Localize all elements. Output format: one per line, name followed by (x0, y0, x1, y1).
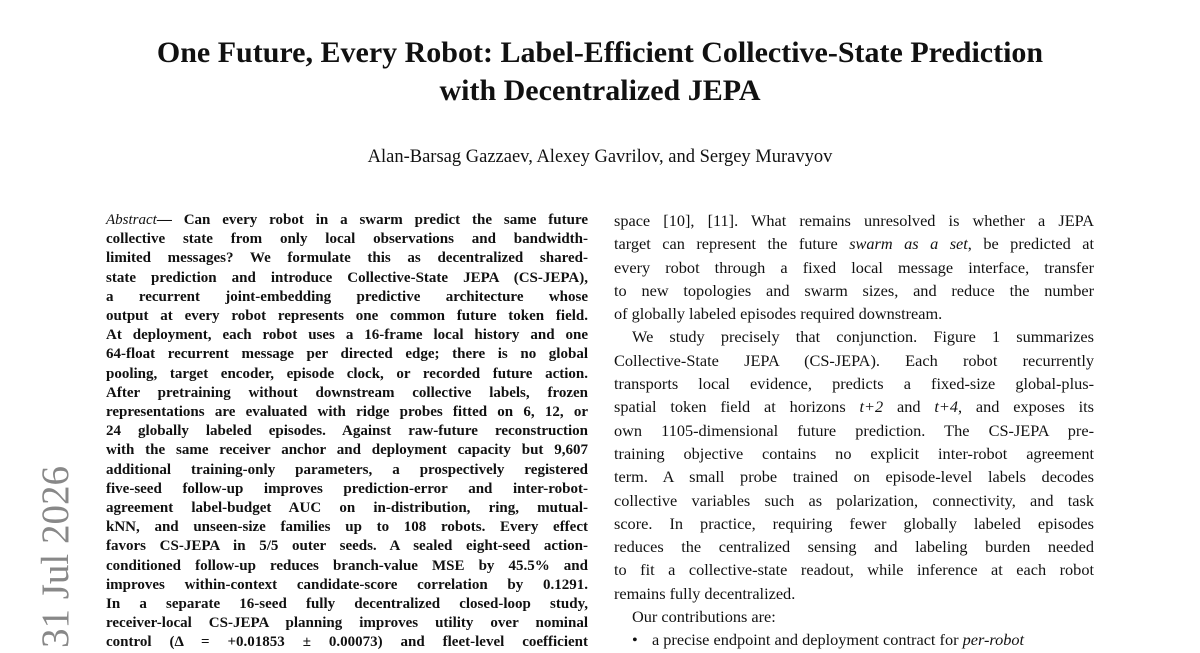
body-line: every robot through a fixed local message interface, transfer (614, 257, 1094, 277)
paper-title-line-2: with Decentralized JEPA (439, 74, 761, 107)
emphasis-text: per-robot (962, 630, 1025, 650)
abstract-line: collective state from only local observations and bandwidth- (106, 231, 588, 248)
abstract-line: In a separate 16-seed fully decentralized closed-loop study, (106, 596, 588, 613)
abstract-line: At deployment, each robot uses a 16-frame local history and one (106, 327, 588, 344)
paper-title (60, 34, 1140, 110)
abstract-line: improves within-context candidate-score correlation by 0.1291. (106, 576, 588, 593)
horizon-math: t+2 (859, 397, 884, 417)
paper-title-line-1: One Future, Every Robot: Label-Efficient Collective-State Prediction (156, 36, 1044, 69)
body-line: space [10], [11]. What remains unresolved is whether a JEPA (614, 211, 1094, 230)
abstract-line: limited messages? We formulate this as decentralized shared- (106, 250, 588, 267)
abstract-line: conditioned follow-up reduces branch-value MSE by 45.5% and (106, 557, 588, 574)
body-line: target can represent the future swarm as a set, be predicted at (614, 234, 1094, 254)
abstract-line: five-seed follow-up improves prediction-error and inter-robot- (106, 480, 588, 497)
body-line: We study precisely that conjunction. Figure 1 summarizes (632, 327, 1094, 347)
body-line: reduces the centralized sensing and labeling burden needed (614, 537, 1094, 557)
body-line: to fit a collective-state readout, while inference at each robot (614, 560, 1094, 580)
emphasis-text: swarm as a set (849, 234, 968, 254)
paper-authors: Alan-Barsag Gazzaev, Alexey Gavrilov, and Sergey Muravyov (367, 147, 833, 167)
abstract-line: with the same receiver anchor and deployment capacity but 9,607 (106, 442, 588, 459)
body-line: remains fully decentralized. (614, 583, 796, 603)
body-line: Collective-State JEPA (CS-JEPA). Each robot recurrently (614, 350, 1094, 370)
body-line: score. In practice, requiring fewer globally labeled episodes (614, 513, 1094, 533)
abstract-line: agreement label-budget AUC on in-distribution, ring, mutual- (106, 500, 588, 517)
contribution-bullet: • a precise endpoint and deployment contract for per-robot (614, 628, 1094, 651)
body-right-column (614, 209, 1094, 652)
abstract-line: output at every robot represents one common future token field. (106, 308, 588, 325)
abstract-lead: Abstract (106, 212, 157, 228)
body-line: own 1105-dimensional future prediction. The CS-JEPA pre- (614, 420, 1094, 440)
body-line: training objective contains no explicit inter-robot agreement (614, 443, 1094, 463)
abstract-line: favors CS-JEPA in 5/5 outer seeds. A sealed eight-seed action- (106, 538, 588, 555)
body-line: term. A small probe trained on episode-level labels decodes (614, 467, 1094, 487)
abstract-line: receiver-local CS-JEPA planning improves utility over nominal (106, 615, 588, 632)
abstract-line: additional training-only parameters, a prospectively registered (106, 461, 588, 478)
body-line: spatial token field at horizons t+2 and t+4, and exposes its (614, 397, 1095, 417)
contributions-intro: Our contributions are: (632, 607, 776, 627)
body-line: of globally labeled episodes required downstream. (614, 304, 943, 324)
abstract-line: control (Δ = +0.01853 ± 0.00073) and fleet-level coefficient (106, 634, 588, 651)
abstract-line: state prediction and introduce Collective-State JEPA (CS-JEPA), (106, 269, 588, 286)
body-line: to new topologies and swarm sizes, and reduce the number (614, 280, 1094, 300)
abstract-line: 64-float recurrent message per directed edge; there is no global (106, 346, 588, 363)
horizon-math: t+4 (934, 397, 958, 417)
abstract-line: 24 globally labeled episodes. Against raw-future reconstruction (106, 423, 588, 440)
arxiv-date-stamp: 31 Jul 2026 (34, 465, 77, 648)
abstract-line: pooling, target encoder, episode clock, or recorded future action. (106, 365, 588, 382)
abstract-line: Abstract— Can every robot in a swarm predict the same future (106, 212, 588, 228)
abstract (106, 211, 588, 653)
abstract-line: After pretraining without downstream collective labels, frozen (106, 384, 588, 401)
abstract-line: kNN, and unseen-size families up to 108 robots. Every effect (106, 519, 588, 536)
body-line: collective variables such as polarization, connectivity, and task (614, 490, 1094, 510)
abstract-line: a recurrent joint-embedding predictive architecture whose (106, 288, 588, 305)
abstract-line: representations are evaluated with ridge probes fitted on 6, 12, or (106, 404, 588, 421)
body-line: transports local evidence, predicts a fixed-size global-plus- (614, 374, 1094, 394)
